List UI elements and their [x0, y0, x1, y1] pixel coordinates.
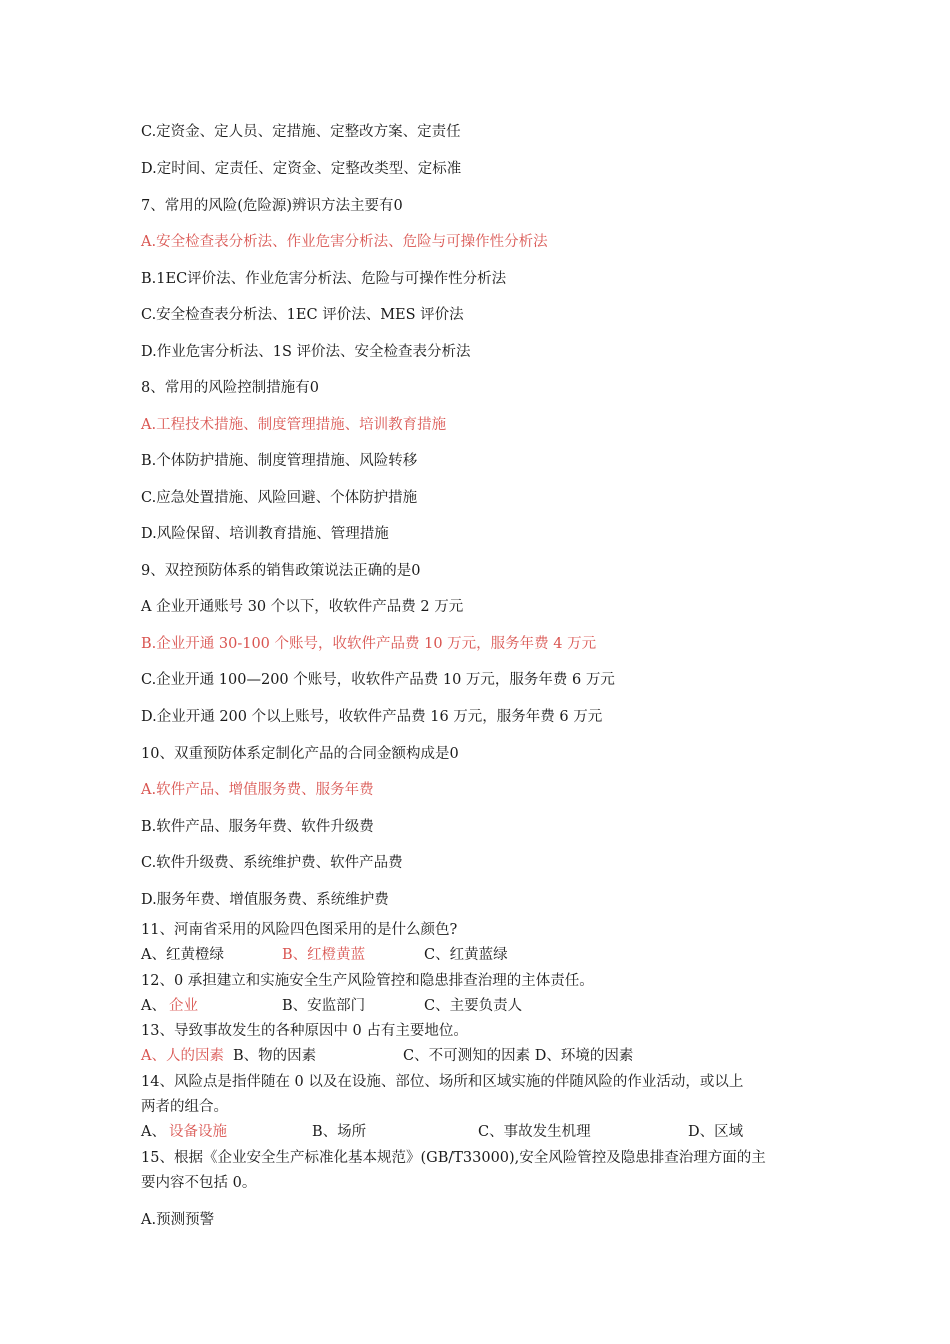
q13-option-c: C、不可测知的因素 D、环境的因素 [403, 1048, 634, 1064]
option-line: A.预测预警 [141, 1212, 215, 1228]
q11-option-c: C、红黄蓝绿 [424, 947, 508, 963]
option-line: B.个体防护措施、制度管理措施、风险转移 [141, 453, 418, 469]
option-line: D.企业开通 200 个以上账号，收软件产品费 16 万元，服务年费 6 万元 [141, 709, 603, 725]
option-line: A 企业开通账号 30 个以下，收软件产品费 2 万元 [141, 599, 464, 615]
q14-option-a-prefix: A、 [141, 1124, 166, 1140]
option-line: D.风险保留、培训教育措施、管理措施 [141, 526, 389, 542]
q12-options [141, 996, 841, 1016]
q11-options [141, 945, 841, 965]
answer-line: B.企业开通 30-100 个账号，收软件产品费 10 万元，服务年费 4 万元 [141, 636, 597, 652]
question-11: 11、河南省采用的风险四色图采用的是什么颜色? [141, 922, 458, 938]
q14-options [141, 1122, 841, 1142]
option-line: B.1EC评价法、作业危害分析法、危险与可操作性分析法 [141, 271, 507, 287]
answer-line: A.工程技术措施、制度管理措施、培训教育措施 [141, 417, 447, 433]
option-line: C.定资金、定人员、定措施、定整改方案、定责任 [141, 124, 461, 140]
option-line: D.作业危害分析法、1S 评价法、安全检查表分析法 [141, 344, 471, 360]
option-line: C.企业开通 100—200 个账号，收软件产品费 10 万元，服务年费 6 万元 [141, 672, 615, 688]
q14-option-a: 设备设施 [169, 1124, 227, 1140]
question-7: 7、常用的风险(危险源)辨识方法主要有0 [141, 198, 403, 214]
answer-line: A.安全检查表分析法、作业危害分析法、危险与可操作性分析法 [141, 234, 548, 250]
q12-option-a: 企业 [169, 998, 198, 1014]
option-line: C.安全检查表分析法、1EC 评价法、MES 评价法 [141, 307, 464, 323]
question-14-cont: 两者的组合。 [141, 1099, 228, 1115]
option-line: D.定时间、定责任、定资金、定整改类型、定标准 [141, 161, 462, 177]
q12-option-c: C、主要负责人 [424, 998, 523, 1014]
question-15: 15、根据《企业安全生产标准化基本规范》(GB/T33000),安全风险管控及隐患排查治理方面的主 [141, 1150, 766, 1166]
q14-option-c: C、事故发生机理 [478, 1124, 591, 1140]
option-line: B.软件产品、服务年费、软件升级费 [141, 819, 374, 835]
option-line: C.软件升级费、系统维护费、软件产品费 [141, 855, 403, 871]
question-10: 10、双重预防体系定制化产品的合同金额构成是0 [141, 746, 459, 762]
q13-option-b: B、物的因素 [233, 1048, 317, 1064]
q11-option-a: A、红黄橙绿 [141, 947, 224, 963]
q11-option-b: B、红橙黄蓝 [282, 947, 366, 963]
question-14: 14、风险点是指伴随在 0 以及在设施、部位、场所和区域实施的伴随风险的作业活动，或以上 [141, 1074, 744, 1090]
question-13: 13、导致事故发生的各种原因中 0 占有主要地位。 [141, 1023, 468, 1039]
q12-option-b: B、安监部门 [282, 998, 366, 1014]
question-9: 9、双控预防体系的销售政策说法正确的是0 [141, 563, 421, 579]
q12-option-a-prefix: A、 [141, 998, 166, 1014]
question-8: 8、常用的风险控制措施有0 [141, 380, 319, 396]
question-12: 12、0 承担建立和实施安全生产风险管控和隐患排查治理的主体责任。 [141, 973, 594, 989]
q14-option-d: D、区域 [688, 1124, 744, 1140]
answer-line: A.软件产品、增值服务费、服务年费 [141, 782, 374, 798]
option-line: C.应急处置措施、风险回避、个体防护措施 [141, 490, 418, 506]
option-line: D.服务年费、增值服务费、系统维护费 [141, 892, 389, 908]
q13-option-a: A、人的因素 [141, 1048, 224, 1064]
q14-option-b: B、场所 [312, 1124, 367, 1140]
question-15-cont: 要内容不包括 0。 [141, 1175, 257, 1191]
q13-options [141, 1046, 841, 1066]
